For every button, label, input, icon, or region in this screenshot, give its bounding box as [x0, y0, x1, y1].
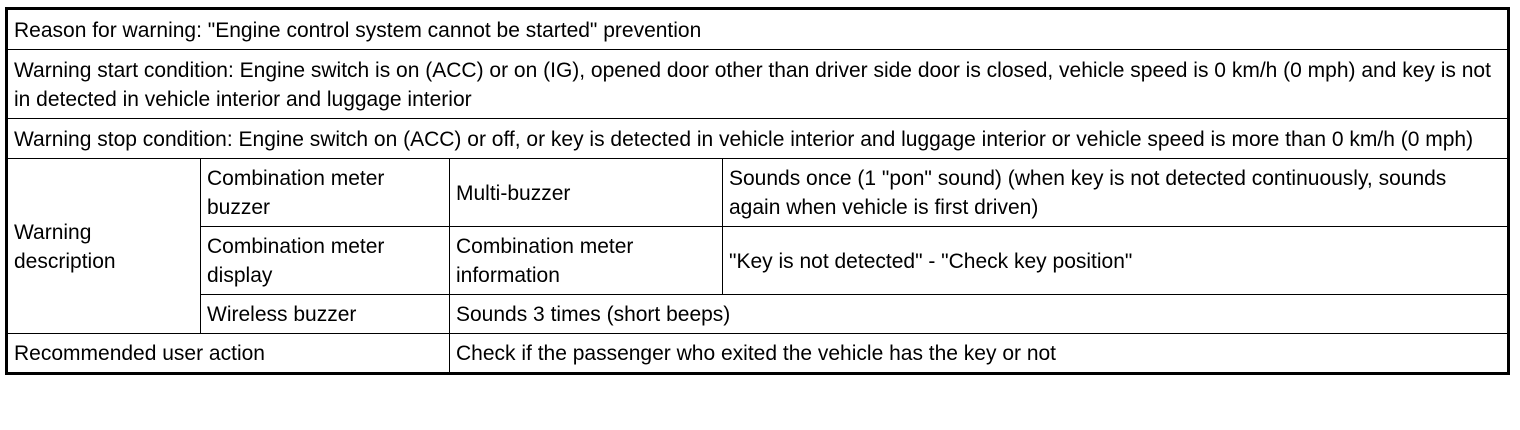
description-row-display — [7, 227, 1509, 295]
recommended-action-row — [7, 334, 1509, 374]
start-condition-cell: Warning start condition: Engine switch is on (ACC) or on (IG), opened door other than driver side door is closed, vehicle speed is 0 km/h (0 mph) and key is not in detected in vehicle interior and luggage interior — [7, 50, 1509, 119]
description-detail-cell: Sounds once (1 "pon" sound) (when key is not detected continuously, sounds again when vehicle is first driven) — [723, 159, 1509, 227]
description-detail-cell: Sounds 3 times (short beeps) — [450, 295, 1509, 334]
warning-table — [5, 7, 1510, 375]
recommended-action-label: Recommended user action — [7, 334, 450, 374]
description-type-cell: Multi-buzzer — [450, 159, 723, 227]
stop-condition-cell: Warning stop condition: Engine switch on (ACC) or off, or key is detected in vehicle interior and luggage interior or vehicle speed is more than 0 km/h (0 mph) — [7, 119, 1509, 159]
description-detail-cell: "Key is not detected" - "Check key position" — [723, 227, 1509, 295]
description-type-cell: Combination meter information — [450, 227, 723, 295]
recommended-action-value: Check if the passenger who exited the vehicle has the key or not — [450, 334, 1509, 374]
stop-condition-row — [7, 119, 1509, 159]
description-row-buzzer — [7, 159, 1509, 227]
start-condition-row — [7, 50, 1509, 119]
description-item-cell: Combination meter buzzer — [201, 159, 450, 227]
reason-row — [7, 9, 1509, 50]
description-item-cell: Combination meter display — [201, 227, 450, 295]
description-row-wireless — [7, 295, 1509, 334]
warning-description-label: Warning description — [7, 159, 201, 334]
reason-cell: Reason for warning: "Engine control system cannot be started" prevention — [7, 9, 1509, 50]
description-item-cell: Wireless buzzer — [201, 295, 450, 334]
